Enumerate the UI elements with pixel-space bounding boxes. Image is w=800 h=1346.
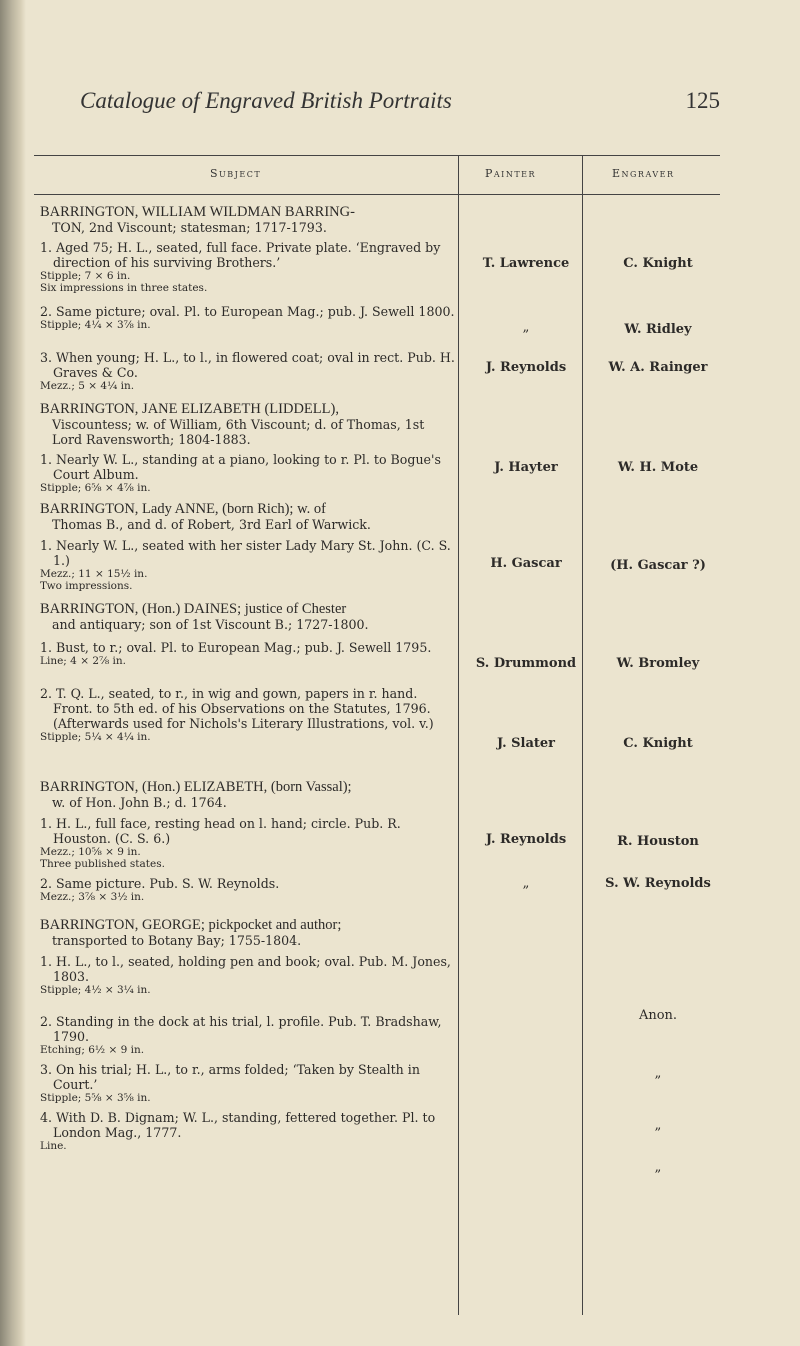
portrait-description: 4. With D. B. Dignam; W. L., standing, fettered together. Pl. to London Mag., 1777. [40,1110,436,1140]
sitter-details: Thomas B., and d. of Robert, 3rd Earl of Warwick. [52,517,371,532]
painter-column-header: Painter [485,167,537,180]
portrait-item [40,304,455,331]
painter-cell: T. Lawrence [482,256,570,271]
engraver-cell: C. Knight [623,256,693,271]
engraver-cell: Anon. [638,1008,678,1023]
technique-size: Stipple; 5¼ × 4¼ in. [40,731,151,743]
sitter-details: TON, 2nd Viscount; statesman; 1717-1793. [52,220,327,235]
page-number: 125 [685,88,720,113]
engraver-cell: S. W. Reynolds [605,876,711,891]
engraver-cell: W. Bromley [616,656,700,671]
portrait-description: 1. Bust, to r.; oval. Pl. to European Mag.; pub. J. Sewell 1795. [40,640,432,655]
portrait-description: 1. Nearly W. L., seated with her sister Lady Mary St. John. (C. S. 1.) [40,538,451,568]
painter-cell: J. Reynolds [485,832,567,847]
engraver-column-rule [582,155,583,1315]
sitter-details: and antiquary; son of 1st Viscount B.; 1727-1800. [52,617,369,632]
technique-size: Stipple; 7 × 6 in. [40,270,131,282]
technique-size: Mezz.; 10⅝ × 9 in. [40,846,141,858]
entry-heading [40,918,450,948]
sitter-name: BARRINGTON, WILLIAM WILDMAN BARRING- [40,204,355,220]
portrait-item [40,640,455,667]
portrait-description: 2. Same picture. Pub. S. W. Reynolds. [40,876,280,891]
portrait-item [40,538,455,592]
engraver-cell: „ [654,1118,662,1133]
sitter-name: BARRINGTON, Lady ANNE, (born Rich); w. of [40,501,326,517]
sitter-details: Viscountess; w. of William, 6th Viscount; d. of Thomas, 1st Lord Ravensworth; 1804-1883. [52,417,425,447]
portrait-description: 1. H. L., to l., seated, holding pen and book; oval. Pub. M. Jones, 1803. [40,954,451,984]
engraver-cell: W. Ridley [624,322,692,337]
sitter-details: transported to Botany Bay; 1755-1804. [52,933,302,948]
portrait-description: 2. Standing in the dock at his trial, l. profile. Pub. T. Bradshaw, 1790. [40,1014,442,1044]
technique-size: Mezz.; 11 × 15½ in. [40,568,148,580]
sitter-name: BARRINGTON, (Hon.) ELIZABETH, (born Vassal); [40,779,352,795]
entry-heading [40,402,450,447]
entry-heading [40,780,450,810]
painter-cell: „ [522,876,530,891]
portrait-item [40,350,455,392]
technique-size: Mezz.; 3⅞ × 3½ in. [40,891,145,903]
engraver-cell: W. A. Rainger [608,360,708,375]
engraver-cell: „ [654,1160,662,1175]
subject-column-header: Subject [210,167,262,180]
portrait-description: 3. When young; H. L., to l., in flowered coat; oval in rect. Pub. H. Graves & Co. [40,350,455,380]
engraver-column-header: Engraver [612,167,675,180]
portrait-description: 1. Nearly W. L., standing at a piano, looking to r. Pl. to Bogue's Court Album. [40,452,441,482]
painter-cell: J. Slater [496,736,556,751]
painter-cell: J. Reynolds [485,360,567,375]
portrait-item [40,876,455,903]
engraver-cell: „ [654,1066,662,1081]
impressions-note: Six impressions in three states. [40,282,208,294]
portrait-description: 2. Same picture; oval. Pl. to European Mag.; pub. J. Sewell 1800. [40,304,455,319]
engraver-cell: (H. Gascar ?) [610,558,706,573]
portrait-item [40,686,455,743]
technique-size: Line. [40,1140,67,1152]
portrait-item [40,240,455,294]
entry-heading [40,502,450,532]
entry-heading [40,205,450,235]
portrait-item [40,1062,455,1104]
portrait-item [40,1014,455,1056]
portrait-description: 1. Aged 75; H. L., seated, full face. Private plate. ‘Engraved by direction of his surviving Brothers.’ [40,240,441,270]
portrait-description: 2. T. Q. L., seated, to r., in wig and gown, papers in r. hand. Front. to 5th ed. of his Observations on the Statutes, 1796. (Afterwards used for Nichols's Literary Illustrations, vol. v.) [40,686,434,731]
technique-size: Stipple; 4½ × 3¼ in. [40,984,151,996]
book-spine-shadow [0,0,26,1346]
sitter-name: BARRINGTON, JANE ELIZABETH (LIDDELL), [40,401,339,417]
portrait-item [40,1110,455,1152]
technique-size: Stipple; 6⅝ × 4⅞ in. [40,482,151,494]
sitter-details: w. of Hon. John B.; d. 1764. [52,795,227,810]
sitter-name: BARRINGTON, (Hon.) DAINES; justice of Chester [40,601,347,617]
portrait-item [40,452,455,494]
running-title: Catalogue of Engraved British Portraits [80,88,452,113]
sitter-name: BARRINGTON, GEORGE; pickpocket and author; [40,917,342,933]
technique-size: Stipple; 5⅝ × 3⅝ in. [40,1092,151,1104]
engraver-cell: R. Houston [617,834,699,849]
entry-heading [40,602,450,632]
portrait-description: 3. On his trial; H. L., to r., arms folded; ‘Taken by Stealth in Court.’ [40,1062,420,1092]
technique-size: Etching; 6½ × 9 in. [40,1044,145,1056]
impressions-note: Two impressions. [40,580,133,592]
engraver-cell: C. Knight [623,736,693,751]
head-rule [34,194,720,195]
painter-cell: H. Gascar [490,556,562,571]
portrait-item [40,816,455,870]
painter-cell: „ [522,320,530,335]
painter-cell: J. Hayter [494,460,558,475]
technique-size: Mezz.; 5 × 4¼ in. [40,380,135,392]
engraver-cell: W. H. Mote [617,460,699,475]
technique-size: Stipple; 4¼ × 3⅞ in. [40,319,151,331]
painter-cell: S. Drummond [475,656,577,671]
painter-column-rule [458,155,459,1315]
portrait-description: 1. H. L., full face, resting head on l. hand; circle. Pub. R. Houston. (C. S. 6.) [40,816,401,846]
impressions-note: Three published states. [40,858,165,870]
technique-size: Line; 4 × 2⅞ in. [40,655,126,667]
top-rule [34,155,720,156]
portrait-item [40,954,455,996]
